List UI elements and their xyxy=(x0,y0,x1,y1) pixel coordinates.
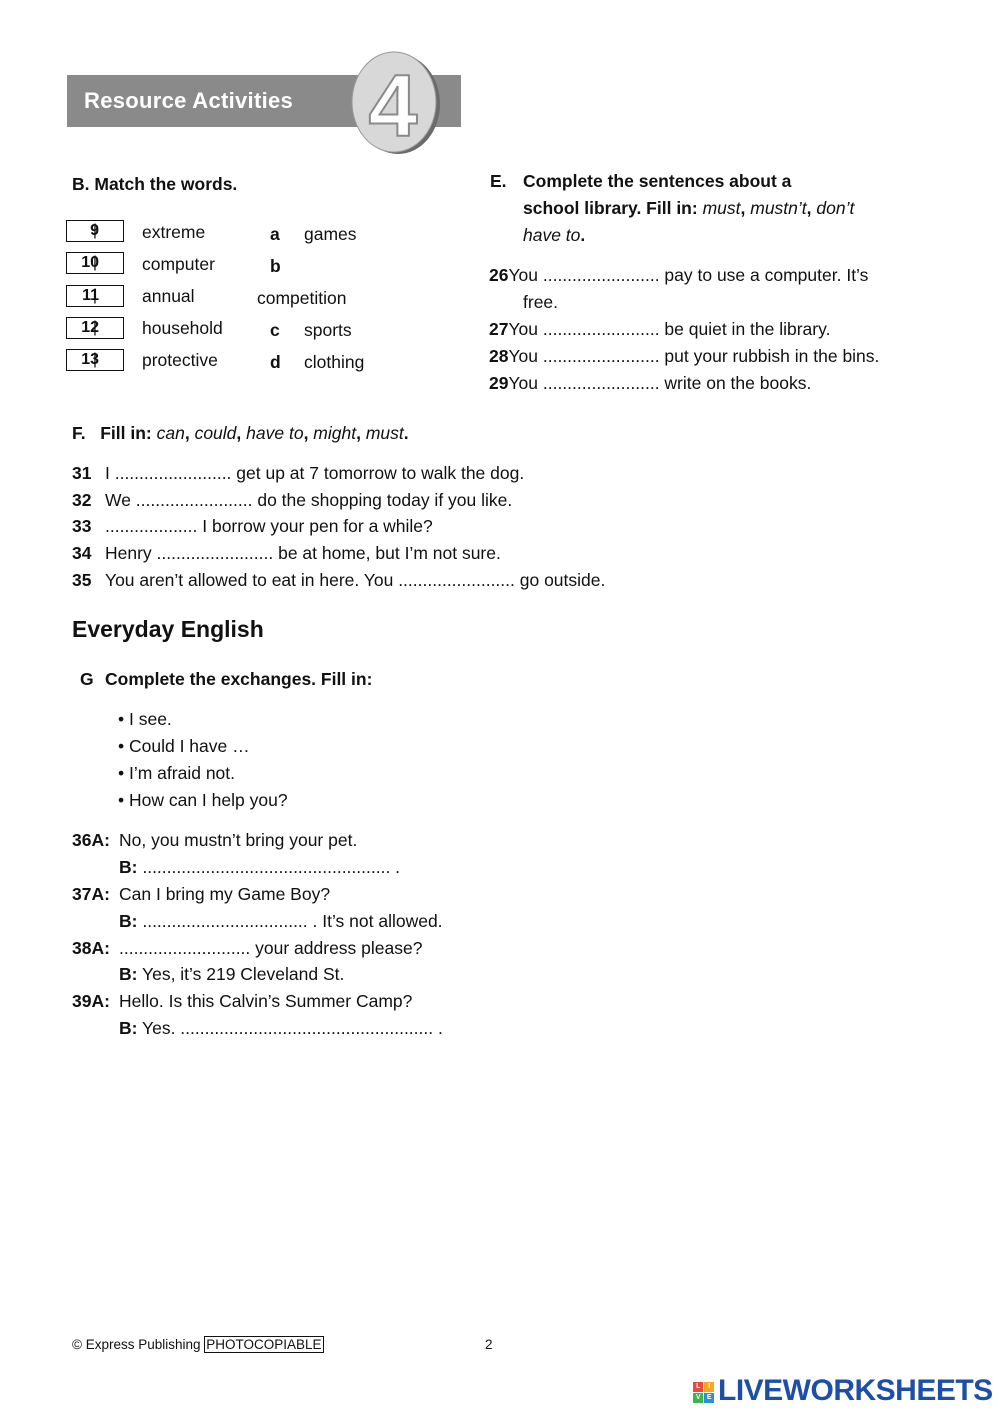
match-word-10: computer xyxy=(142,254,215,274)
section-e-letter: E. xyxy=(490,171,507,191)
logo-letter: E xyxy=(704,1393,714,1403)
item-31-num: 31 xyxy=(72,463,92,483)
exchange-39-a: Hello. Is this Calvin’s Summer Camp? xyxy=(119,991,413,1011)
exchange-39-num: 39A: xyxy=(72,991,110,1011)
liveworksheets-logo[interactable] xyxy=(693,1374,993,1408)
word-must: must xyxy=(702,198,741,218)
exchange-37-b: B: .................................. . It’s not allowed. xyxy=(119,911,443,931)
section-f-heading: F. Fill in: can, could, have to, might, must. xyxy=(72,423,409,443)
match-word-9: extreme xyxy=(142,222,206,242)
answer-box-11[interactable]: 11 | xyxy=(66,285,124,307)
item-33-text: ................... I borrow your pen for a while? xyxy=(105,516,433,536)
exchange-36-a: No, you mustn’t bring your pet. xyxy=(119,830,358,850)
word-have-to: have to xyxy=(246,423,304,443)
bullet-item: • Could I have … xyxy=(118,736,250,756)
match-word-13: protective xyxy=(142,350,218,370)
exchange-38-a: ........................... your address please? xyxy=(119,938,423,958)
item-34-text: Henry ........................ be at home, but I’m not sure. xyxy=(105,543,501,563)
word-might: might xyxy=(313,423,357,443)
word-must: must xyxy=(365,423,404,443)
option-text-b: competition xyxy=(257,288,347,308)
footer-copyright: © Express Publishing PHOTOCOPIABLE xyxy=(72,1337,322,1352)
logo-grid-icon xyxy=(693,1382,714,1403)
exchange-36-b: B: ................................................... . xyxy=(119,857,401,877)
word-can: can xyxy=(156,423,185,443)
exchange-37-num: 37A: xyxy=(72,884,110,904)
page-title: Resource Activities xyxy=(84,88,294,113)
option-text-a: games xyxy=(304,224,357,244)
word-mustnt: mustn’t xyxy=(750,198,807,218)
bullet-item: • I’m afraid not. xyxy=(118,763,236,783)
item-31-text: I ........................ get up at 7 tomorrow to walk the dog. xyxy=(105,463,525,483)
section-g-letter: G xyxy=(80,669,94,689)
word-have-to: have to xyxy=(523,225,581,245)
photocopiable-label: PHOTOCOPIABLE xyxy=(206,1337,322,1352)
section-g-heading: Complete the exchanges. Fill in: xyxy=(105,669,373,689)
option-letter-b: b xyxy=(270,256,281,276)
bullet-item: • How can I help you? xyxy=(118,790,288,810)
item-26: 26You ........................ pay to use a computer. It’s xyxy=(489,265,869,285)
bullet-item: • I see. xyxy=(118,709,172,729)
section-e-heading-line2: school library. Fill in: must, mustn’t, don’t xyxy=(523,198,855,218)
item-32-num: 32 xyxy=(72,490,92,510)
item-34-num: 34 xyxy=(72,543,92,563)
unit-number-badge xyxy=(350,50,442,154)
option-text-d: clothing xyxy=(304,352,365,372)
item-35-num: 35 xyxy=(72,570,92,590)
exchange-38-num: 38A: xyxy=(72,938,110,958)
answer-box-10[interactable]: 10 | xyxy=(66,252,124,274)
answer-box-9[interactable]: 9 | xyxy=(66,220,124,242)
logo-letter: V xyxy=(693,1393,703,1403)
word-could: could xyxy=(194,423,237,443)
logo-text: LIVEWORKSHEETS xyxy=(718,1374,993,1407)
answer-box-13[interactable]: 13 | xyxy=(66,349,124,371)
item-28: 28You ........................ put your rubbish in the bins. xyxy=(489,346,880,366)
logo-letter: I xyxy=(704,1382,714,1392)
section-e-heading-line3: have to. xyxy=(523,225,586,245)
exchange-38-b: B: Yes, it’s 219 Cleveland St. xyxy=(119,964,345,984)
answer-box-12[interactable]: 12 | xyxy=(66,317,124,339)
exchange-36-num: 36A: xyxy=(72,830,110,850)
item-27: 27You ........................ be quiet in the library. xyxy=(489,319,831,339)
page-number: 2 xyxy=(485,1337,493,1352)
item-32-text: We ........................ do the shopping today if you like. xyxy=(105,490,513,510)
unit-number: 4 xyxy=(368,56,418,154)
section-b-heading: B. Match the words. xyxy=(72,174,238,194)
option-text-c: sports xyxy=(304,320,352,340)
item-26-line2: free. xyxy=(523,292,559,312)
exchange-39-b: B: Yes. .................................................... . xyxy=(119,1018,443,1038)
everyday-english-title: Everyday English xyxy=(72,616,264,642)
option-letter-c: c xyxy=(270,320,280,340)
item-35-text: You aren’t allowed to eat in here. You ........................ go outside. xyxy=(105,570,606,590)
item-29: 29You ........................ write on the books. xyxy=(489,373,812,393)
item-33-num: 33 xyxy=(72,516,92,536)
match-word-11: annual xyxy=(142,286,195,306)
word-dont: don’t xyxy=(816,198,855,218)
match-word-12: household xyxy=(142,318,223,338)
option-letter-a: a xyxy=(270,224,280,244)
section-e-heading-line1: Complete the sentences about a xyxy=(523,171,792,191)
option-letter-d: d xyxy=(270,352,281,372)
exchange-37-a: Can I bring my Game Boy? xyxy=(119,884,331,904)
logo-letter: L xyxy=(693,1382,703,1392)
